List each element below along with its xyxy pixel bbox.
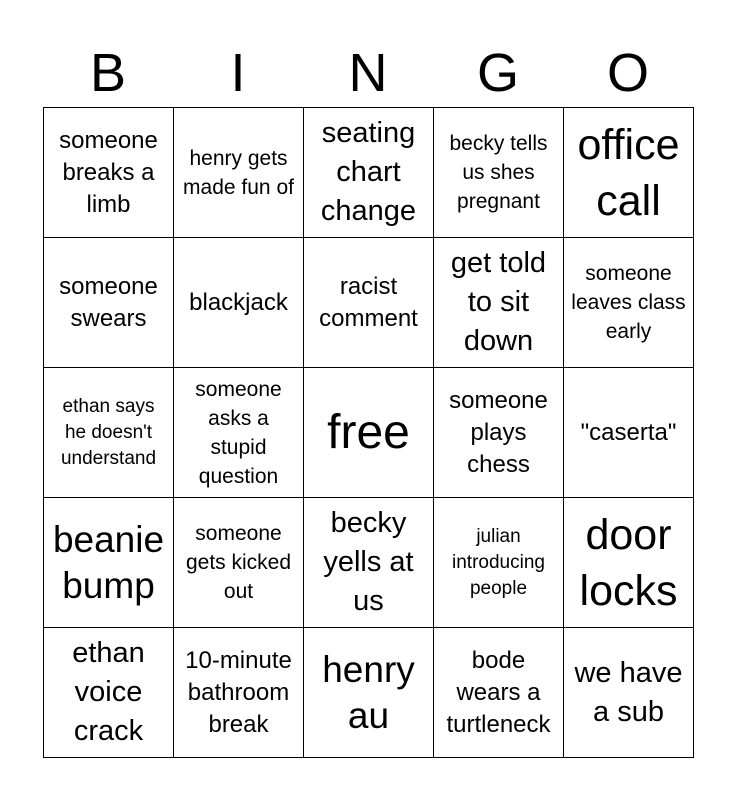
cell-text: someone plays chess xyxy=(449,386,548,478)
cell-text: someone gets kicked out xyxy=(185,522,292,603)
header-letter-n: N xyxy=(348,43,388,103)
bingo-cell-r3-c4[interactable] xyxy=(434,368,564,498)
cell-text: someone leaves class early xyxy=(571,262,686,343)
cell-text: 10-minute bathroom break xyxy=(185,646,292,738)
bingo-cell-r2-c3[interactable] xyxy=(304,238,434,368)
bingo-cell-r2-c2[interactable] xyxy=(174,238,304,368)
cell-text: door locks xyxy=(579,510,678,615)
bingo-cell-r1-c3[interactable] xyxy=(304,108,434,238)
cell-text: we have a sub xyxy=(574,656,683,728)
cell-text: ethan says he doesn't understand xyxy=(60,395,157,469)
cell-text: blackjack xyxy=(189,288,288,316)
cell-text: office call xyxy=(577,120,680,225)
bingo-cell-r2-c1[interactable] xyxy=(44,238,174,368)
bingo-cell-r3-c2[interactable] xyxy=(174,368,304,498)
header-letter-b: B xyxy=(89,43,127,103)
bingo-cell-r4-c5[interactable] xyxy=(564,498,694,628)
cell-text: someone swears xyxy=(59,272,158,332)
bingo-cell-r4-c4[interactable] xyxy=(434,498,564,628)
cell-text: bode wears a turtleneck xyxy=(446,646,551,738)
cell-text: becky yells at us xyxy=(323,507,414,617)
header-letter-i: I xyxy=(230,43,246,103)
cell-text: becky tells us shes pregnant xyxy=(449,132,548,213)
bingo-board xyxy=(43,107,694,758)
cell-text: seating chart change xyxy=(320,117,417,227)
bingo-cell-r4-c3[interactable] xyxy=(304,498,434,628)
cell-text: "caserta" xyxy=(580,418,677,446)
cell-text: ethan voice crack xyxy=(72,637,145,747)
cell-text: beanie bump xyxy=(52,518,165,606)
bingo-cell-r1-c5[interactable] xyxy=(564,108,694,238)
cell-text: julian introducing people xyxy=(452,525,545,599)
bingo-cell-r1-c1[interactable] xyxy=(44,108,174,238)
bingo-cell-r1-c4[interactable] xyxy=(434,108,564,238)
cell-text: henry au xyxy=(322,648,415,736)
bingo-cell-r5-c3[interactable] xyxy=(304,628,434,758)
cell-text: henry gets made fun of xyxy=(183,146,294,199)
bingo-cell-r5-c4[interactable] xyxy=(434,628,564,758)
bingo-cell-r1-c2[interactable] xyxy=(174,108,304,238)
cell-text: racist comment xyxy=(319,272,418,332)
bingo-cell-r2-c4[interactable] xyxy=(434,238,564,368)
cell-text: free xyxy=(327,405,410,459)
bingo-cell-r3-c5[interactable] xyxy=(564,368,694,498)
bingo-cell-r4-c2[interactable] xyxy=(174,498,304,628)
header-letter-o: O xyxy=(606,43,649,103)
bingo-cell-r3-c3[interactable] xyxy=(304,368,434,498)
header-letter-g: G xyxy=(476,43,519,103)
bingo-cell-r5-c5[interactable] xyxy=(564,628,694,758)
bingo-cell-r5-c2[interactable] xyxy=(174,628,304,758)
bingo-cell-r3-c1[interactable] xyxy=(44,368,174,498)
bingo-cell-r2-c5[interactable] xyxy=(564,238,694,368)
cell-text: get told to sit down xyxy=(450,247,547,357)
cell-text: someone breaks a limb xyxy=(59,126,158,218)
cell-text: someone asks a stupid question xyxy=(195,377,282,488)
bingo-cell-r5-c1[interactable] xyxy=(44,628,174,758)
bingo-cell-r4-c1[interactable] xyxy=(44,498,174,628)
bingo-header xyxy=(43,40,693,106)
